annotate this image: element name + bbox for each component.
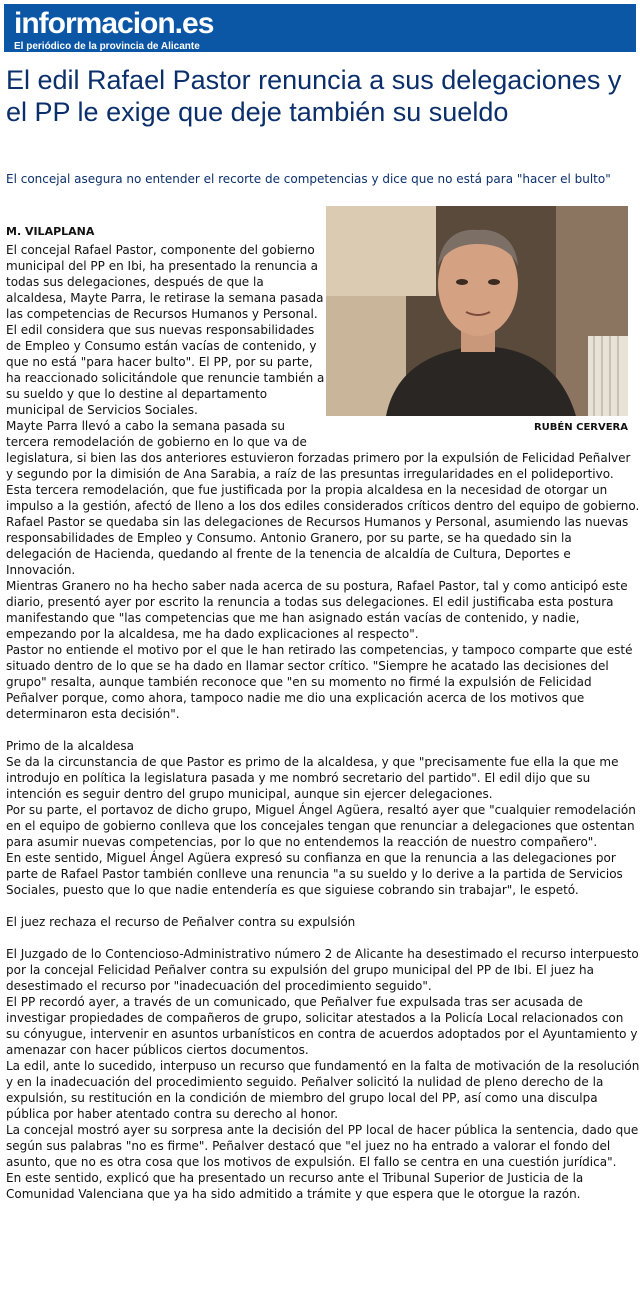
article-headline: El edil Rafael Pastor renuncia a sus delegaciones y el PP le exige que deje también su sueldo [6, 65, 622, 127]
subheading: Primo de la alcaldesa [6, 739, 135, 753]
paragraph: Pastor no entiende el motivo por el que le han retirado las competencias, y tampoco comparte que esté situado dentro de lo que se ha dado en llamar sector crítico. "Siempre he acatado las decisiones del grupo" resalta, aunque también reconoce que "en su momento no firmé la expulsión de Felicidad Peñalver porque, como ahora, tampoco nadie me dio una explicación acerca de los motivos que determinaron esta decisión". [6, 643, 633, 721]
paragraph: En este sentido, explicó que ha presentado un recurso ante el Tribunal Superior de Justicia de la Comunidad Valenciana que ya ha sido admitido a trámite y que espera que le otorgue la razón. [6, 1171, 584, 1201]
paragraph: La concejal mostró ayer su sorpresa ante la decisión del PP local de hacer pública la sentencia, dado que según sus palabras "no es firme". Peñalver destacó que "el juez no ha entrado a valorar el fondo del asunto, que no es otra cosa que los motivos de expulsión. El fallo se centra en una cuestión jurídica". [6, 1123, 639, 1169]
paragraph: En este sentido, Miguel Ángel Agüera expresó su confianza en que la renuncia a las delegaciones por parte de Rafael Pastor también conlleve una renuncia "a su sueldo y lo derive a la partida de Servicios Sociales, puesto que lo que nadie entendería es que siguiese cobrando sin trabajar", le espetó. [6, 851, 623, 897]
article-lead: El concejal asegura no entender el recorte de competencias y dice que no está para "hacer el bulto" [6, 172, 611, 186]
paragraph: El PP recordó ayer, a través de un comunicado, que Peñalver fue expulsada tras ser acusada de investigar propiedades de compañeros de grupo, solicitar atestados a la Policía Local relacionados con su cónyugue, intervenir en asuntos urbanísticos en contra de acuerdos adoptados por el Ayuntamiento y amenazar con hacer públicos ciertos documentos. [6, 995, 638, 1057]
subheading: El juez rechaza el recurso de Peñalver contra su expulsión [6, 915, 356, 929]
masthead [0, 0, 640, 58]
article-author: M. VILAPLANA [6, 225, 95, 238]
paragraph: Mayte Parra llevó a cabo la semana pasada su tercera remodelación de gobierno en lo que va de legislatura, si bien las dos anteriores estuvieron forzadas primero por la expulsión de Felicidad Peñalver y segundo por la dimisión de Ana Sarabia, a raíz de las presuntas irregularidades en el polideportivo. [6, 419, 631, 481]
paragraph: El Juzgado de lo Contencioso-Administrativo número 2 de Alicante ha desestimado el recurso interpuesto por la concejal Felicidad Peñalver contra su expulsión del grupo municipal del PP de Ibi. El juez ha desestimado el recurso por "inadecuación del procedimiento seguido". [6, 947, 639, 993]
logo-tagline: El periódico de la provincia de Alicante [14, 41, 200, 52]
photo-spacer [326, 242, 640, 437]
logo-title: informacion.es [14, 7, 214, 40]
article-body [6, 242, 640, 1202]
paragraph: Se da la circunstancia de que Pastor es primo de la alcaldesa, y que "precisamente fue ella la que me introdujo en política la legislatura pasada y me nombró secretario del partido". El edil dijo que su intención es seguir dentro del grupo municipal, aunque sin ejercer delegaciones. [6, 755, 619, 801]
paragraph: Mientras Granero no ha hecho saber nada acerca de su postura, Rafael Pastor, tal y como anticipó este diario, presentó ayer por escrito la renuncia a todas sus delegaciones. El edil justificaba esta postura manifestando que "las competencias que me han asignado están vacías de contenido, y nadie, empezando por la alcaldesa, me ha dado explicaciones al respecto". [6, 579, 628, 641]
paragraph: El concejal Rafael Pastor, componente del gobierno municipal del PP en Ibi, ha presentado la renuncia a todas sus delegaciones, después de que la alcaldesa, Mayte Parra, le retirase la semana pasada las competencias de Recursos Humanos y Personal. El edil considera que sus nuevas responsabilidades de Empleo y Consumo están vacías de contenido, y que no está "para hacer bulto". El PP, por su parte, ha reaccionado solicitándole que renuncie también a su sueldo y que lo destine al departamento municipal de Servicios Sociales. [6, 243, 325, 417]
photo-credit: RUBÉN CERVERA [533, 422, 628, 433]
paragraph: La edil, ante lo sucedido, interpuso un recurso que fundamentó en la falta de motivación de la resolución y en la inadecuación del procedimiento seguido. Peñalver solicitó la nulidad de pleno derecho de la expulsión, su restitución en la condición de miembro del grupo local del PP, así como una disculpa pública por haber atentado contra su derecho al honor. [6, 1059, 640, 1121]
paragraph: Esta tercera remodelación, que fue justificada por la propia alcaldesa en la necesidad de otorgar un impulso a la gestión, afectó de lleno a los dos ediles considerados críticos dentro del equipo de gobierno. Rafael Pastor se quedaba sin las delegaciones de Recursos Humanos y Personal, asumiendo las nuevas responsabilidades de Empleo y Consumo. Antonio Granero, por su parte, se ha quedado sin la delegación de Hacienda, quedando al frente de la tenencia de alcaldía de Cultura, Deportes e Innovación. [6, 483, 640, 577]
paragraph: Por su parte, el portavoz de dicho grupo, Miguel Ángel Agüera, resaltó ayer que "cualquier remodelación en el equipo de gobierno conlleva que los concejales tengan que renunciar a delegaciones que ostentan para asumir nuevas competencias, por lo que no entendemos la reacción de nuestro compañero". [6, 803, 636, 849]
site-logo[interactable] [4, 4, 636, 52]
